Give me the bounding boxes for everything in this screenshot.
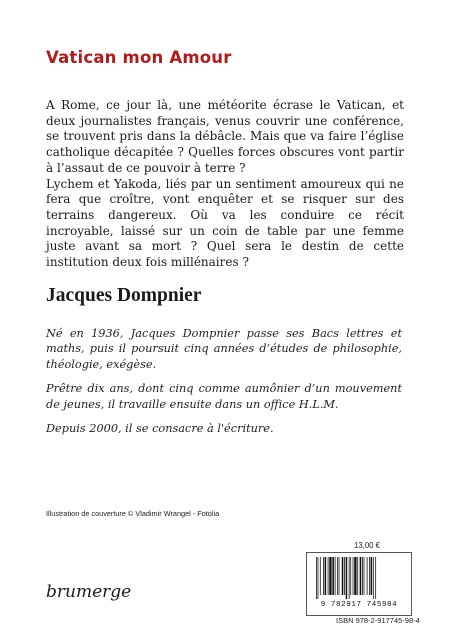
cover-credit: Illustration de couverture © Vladimir Wrangel - Fotolia [46, 509, 220, 518]
bio-paragraph: Prêtre dix ans, dont cinq comme aumônier d’un mouvement de jeunes, il travaille ensuite dans un office H.L.M. [46, 382, 402, 411]
barcode-digits: 9 782917 745984 [320, 601, 398, 609]
bio-paragraph: Depuis 2000, il se consacre à l'écriture. [46, 422, 274, 436]
isbn-label: ISBN 978-2-917745-98-4 [336, 616, 420, 625]
synopsis [46, 98, 404, 271]
bio-paragraph: Né en 1936, Jacques Dompnier passe ses Bacs lettres et maths, puis il poursuit cinq années d’études de philosophie, théologie, exégèse. [46, 327, 402, 371]
price-label: 13,00 € [354, 541, 381, 550]
author-name: Jacques Dompnier [46, 285, 202, 306]
barcode-bars [314, 557, 404, 599]
barcode [306, 552, 412, 616]
author-bio [46, 326, 402, 445]
publisher-logo: brumerge [46, 582, 132, 602]
synopsis-paragraph: Lychem et Yakoda, liés par un sentiment amoureux qui ne fera que croître, vont enquêter et se risquer sur des terrains dangereux. Où va les conduire ce récit incroyable, laissé sur un coin de table par une femme juste avant sa mort ? Quel sera le destin de cette institution deux fois millénaires ? [46, 176, 404, 270]
book-title: Vatican mon Amour [46, 48, 232, 67]
synopsis-paragraph: A Rome, ce jour là, une météorite écrase le Vatican, et deux journalistes français, venus couvrir une conférence, se trouvent pris dans la débâcle. Mais que va faire l’église catholique décapitée ? Quelles forces obscures vont partir à l’assaut de ce pouvoir à terre ? [46, 98, 404, 175]
